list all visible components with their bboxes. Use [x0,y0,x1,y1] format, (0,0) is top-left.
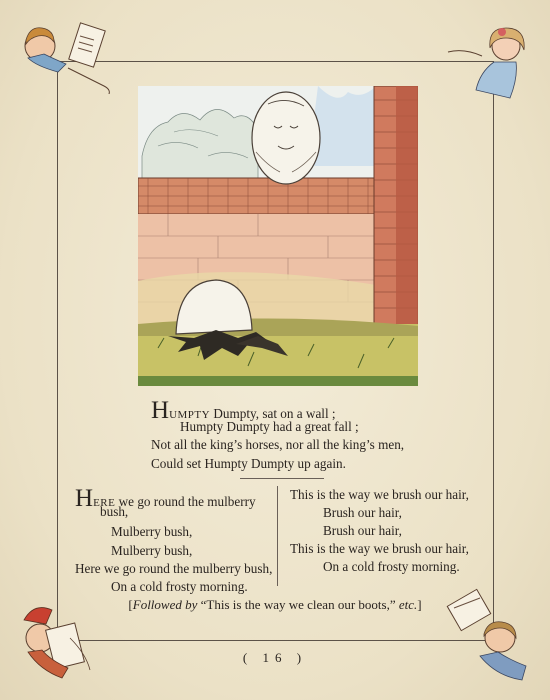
note-lead: Followed by [132,597,198,612]
verse-line: Mulberry bush, [111,543,193,558]
verse-line: Brush our hair, [323,505,402,520]
small-caps-word: ERE [93,497,116,509]
section-divider [240,478,324,479]
page-number: ( 16 ) [242,650,308,665]
verse-line: This is the way we brush our hair, [290,487,469,502]
drop-cap: H [151,397,170,424]
verse-line: Mulberry bush, [111,524,193,539]
drop-cap: H [75,485,94,512]
verse-line: Humpty Dumpty had a great fall ; [180,419,359,434]
corner-boy-with-book-illustration [8,14,118,94]
note-tail: etc. [398,597,418,612]
verse-line: Could set Humpty Dumpty up again. [151,456,346,471]
verse-line: Here we go round the mulberry bush, [75,561,273,576]
bracket-close: ] [417,597,422,612]
humpty-dumpty-illustration [138,86,418,386]
small-caps-word: UMPTY [169,409,211,421]
followed-by-note [0,597,550,613]
bracket-open: [ [128,597,133,612]
column-divider [277,486,278,586]
verse-line-rest: Dumpty, sat on a wall ; [210,406,336,421]
verse-line: On a cold frosty morning. [323,559,460,574]
verse-line: Brush our hair, [323,523,402,538]
note-quote: “This is the way we clean our boots,” [197,597,399,612]
verse-line: On a cold frosty morning. [111,579,248,594]
corner-girl-illustration [440,18,544,118]
verse-line: bush, [100,504,129,519]
verse-line: This is the way we brush our hair, [290,541,469,556]
verse-line: Not all the king’s horses, nor all the king’s men, [151,437,405,452]
verse-line-rest: we go round the mulberry [115,494,256,509]
